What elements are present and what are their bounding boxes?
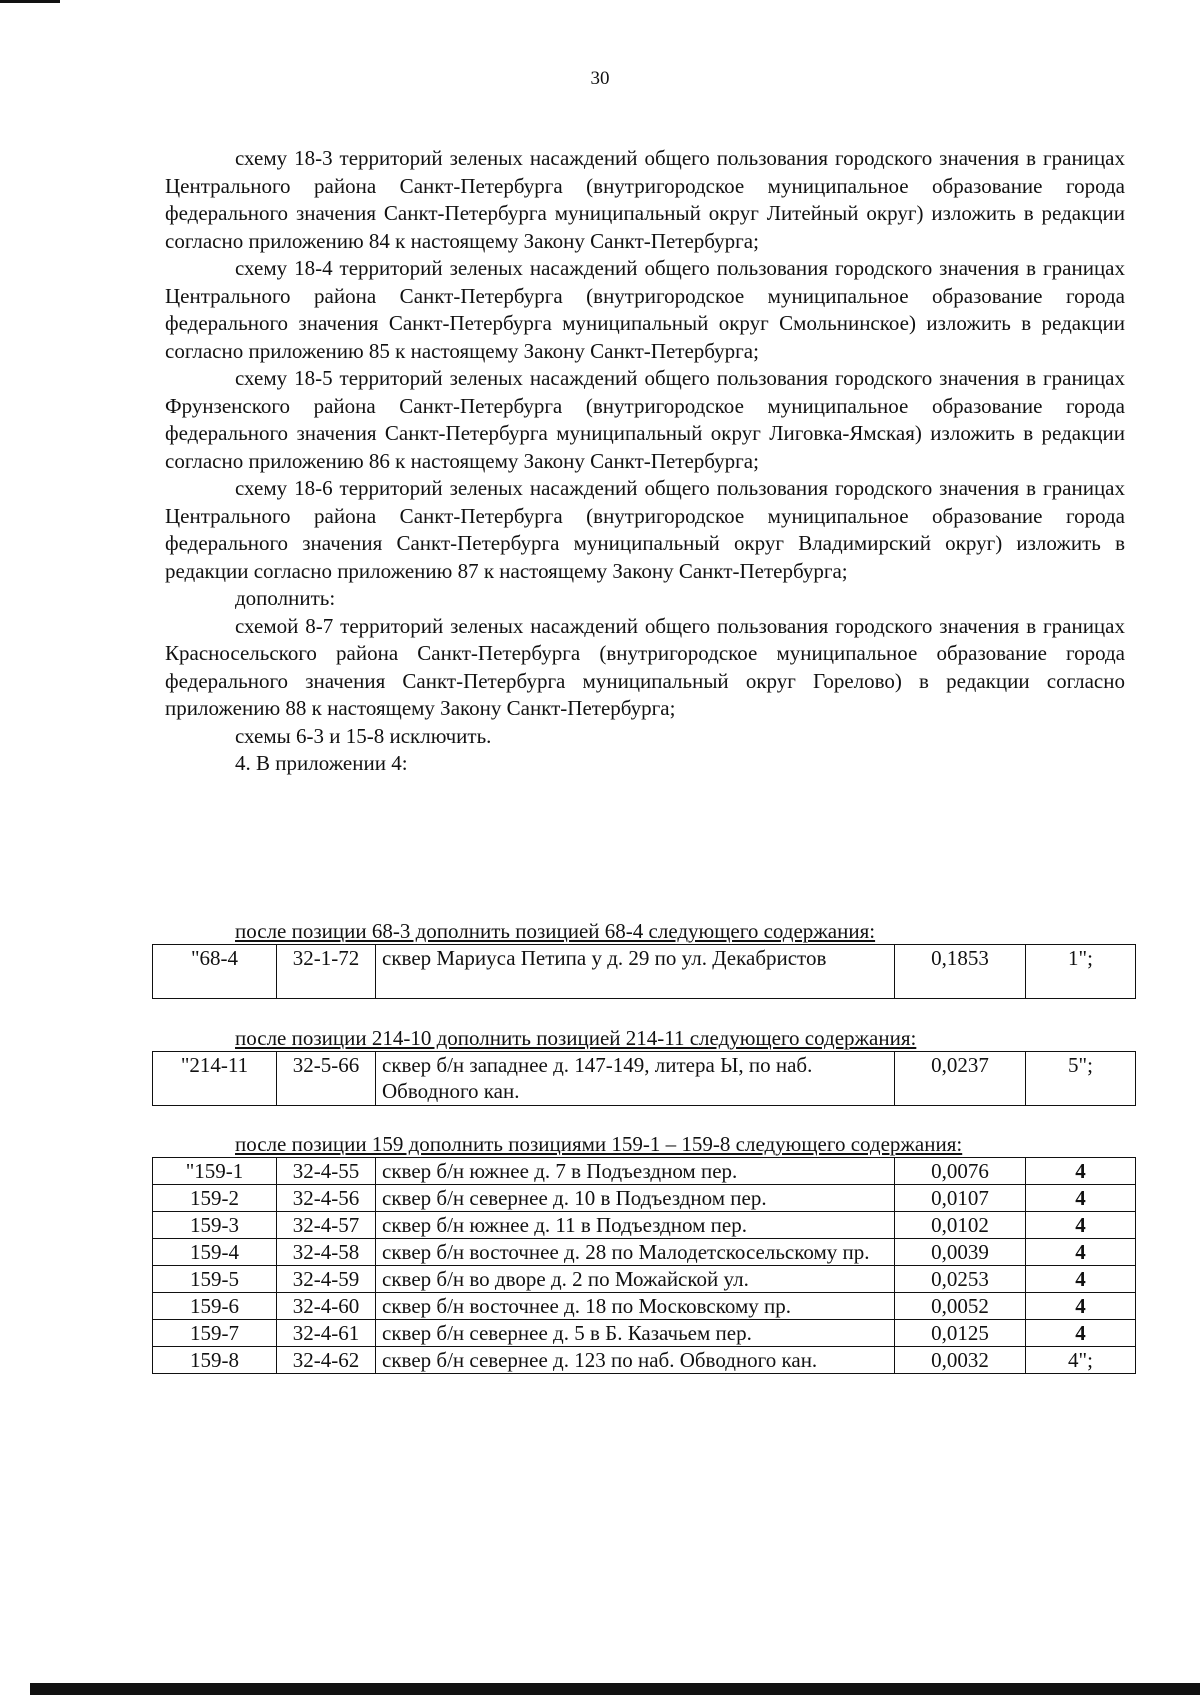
schema-number: 4 <box>1026 1293 1136 1320</box>
paragraph-scheme-18-6: схему 18-6 территорий зеленых насаждений общего пользования городского значения в границах Центрального района Санкт-Петербурга (внутригородское муниципальное образование города федерального значения Санкт-Петербурга муниципальный округ Владимирский округ) изложить в редакции согласно приложению 87 к настоящему Закону Санкт-Петербурга; <box>165 476 1125 583</box>
schema-number: 5"; <box>1026 1052 1136 1106</box>
table-row <box>153 1347 1136 1374</box>
object-description: сквер б/н западнее д. 147-149, литера Ы, по наб. Обводного кан. <box>376 1052 895 1106</box>
position-number: 159-2 <box>153 1185 277 1212</box>
table-row <box>153 945 1136 999</box>
schema-number: 4 <box>1026 1266 1136 1293</box>
object-description: сквер б/н во дворе д. 2 по Можайской ул. <box>376 1266 895 1293</box>
registry-code: 32-4-57 <box>277 1212 376 1239</box>
area-value: 0,0125 <box>895 1320 1026 1347</box>
table3-intro: после позиции 159 дополнить позициями 159-1 – 159-8 следующего содержания: <box>235 1132 963 1156</box>
schema-number: 4 <box>1026 1185 1136 1212</box>
registry-code: 32-5-66 <box>277 1052 376 1106</box>
registry-code: 32-4-55 <box>277 1158 376 1185</box>
paragraph-scheme-18-3: схему 18-3 территорий зеленых насаждений общего пользования городского значения в границах Центрального района Санкт-Петербурга (внутригородское муниципальное образование города федерального значения Санкт-Петербурга муниципальный округ Литейный округ) изложить в редакции согласно приложению 84 к настоящему Закону Санкт-Петербурга; <box>165 146 1125 253</box>
area-value: 0,0052 <box>895 1293 1026 1320</box>
position-number: 159-3 <box>153 1212 277 1239</box>
registry-code: 32-4-60 <box>277 1293 376 1320</box>
table-row <box>153 1239 1136 1266</box>
appendix-heading: 4. В приложении 4: <box>235 751 408 775</box>
schema-number: 4 <box>1026 1320 1136 1347</box>
exclude-line: схемы 6-3 и 15-8 исключить. <box>235 723 492 748</box>
scan-mark-top <box>0 0 60 3</box>
supplement-label: дополнить: <box>235 586 336 610</box>
position-number: "159-1 <box>153 1158 277 1185</box>
schema-number: 4"; <box>1026 1347 1136 1374</box>
schema-number: 4 <box>1026 1239 1136 1266</box>
schema-number: 4 <box>1026 1158 1136 1185</box>
area-value: 0,0076 <box>895 1158 1026 1185</box>
registry-code: 32-4-62 <box>277 1347 376 1374</box>
object-description: сквер б/н южнее д. 7 в Подъездном пер. <box>376 1158 895 1185</box>
table1-intro: после позиции 68-3 дополнить позицией 68-4 следующего содержания: <box>235 919 876 943</box>
position-number: "214-11 <box>153 1052 277 1106</box>
area-value: 0,0032 <box>895 1347 1026 1374</box>
table-row <box>153 1052 1136 1106</box>
position-number: 159-7 <box>153 1320 277 1347</box>
registry-code: 32-4-56 <box>277 1185 376 1212</box>
page-number: 30 <box>590 68 610 89</box>
paragraph-scheme-18-5: схему 18-5 территорий зеленых насаждений общего пользования городского значения в границах Фрунзенского района Санкт-Петербурга (внутригородское муниципальное образование города федерального значения Санкт-Петербурга муниципальный округ Лиговка-Ямская) изложить в редакции согласно приложению 86 к настоящему Закону Санкт-Петербурга; <box>165 366 1125 473</box>
table2-intro: после позиции 214-10 дополнить позицией 214-11 следующего содержания: <box>235 1026 917 1050</box>
object-description: сквер б/н севернее д. 123 по наб. Обводного кан. <box>376 1347 895 1374</box>
table-row <box>153 1212 1136 1239</box>
position-number: 159-4 <box>153 1239 277 1266</box>
table-row <box>153 1320 1136 1347</box>
table-positions-159 <box>152 1157 1136 1374</box>
registry-code: 32-4-59 <box>277 1266 376 1293</box>
table-position-214-11 <box>152 1051 1136 1106</box>
area-value: 0,1853 <box>895 945 1026 999</box>
registry-code: 32-1-72 <box>277 945 376 999</box>
position-number: 159-8 <box>153 1347 277 1374</box>
object-description: сквер б/н севернее д. 10 в Подъездном пер. <box>376 1185 895 1212</box>
area-value: 0,0107 <box>895 1185 1026 1212</box>
paragraph-scheme-8-7: схемой 8-7 территорий зеленых насаждений общего пользования городского значения в границах Красносельского района Санкт-Петербурга (внутригородское муниципальное образование города федерального значения Санкт-Петербурга муниципальный округ Горелово) в редакции согласно приложению 88 к настоящему Закону Санкт-Петербурга; <box>165 613 1125 720</box>
registry-code: 32-4-58 <box>277 1239 376 1266</box>
scan-border-bottom <box>30 1683 1200 1695</box>
schema-number: 4 <box>1026 1212 1136 1239</box>
object-description: сквер б/н южнее д. 11 в Подъездном пер. <box>376 1212 895 1239</box>
area-value: 0,0102 <box>895 1212 1026 1239</box>
table-row <box>153 1293 1136 1320</box>
object-description: сквер Мариуса Петипа у д. 29 по ул. Декабристов <box>376 945 895 999</box>
position-number: 159-5 <box>153 1266 277 1293</box>
area-value: 0,0253 <box>895 1266 1026 1293</box>
paragraph-scheme-18-4: схему 18-4 территорий зеленых насаждений общего пользования городского значения в границах Центрального района Санкт-Петербурга (внутригородское муниципальное образование города федерального значения Санкт-Петербурга муниципальный округ Смольнинское) изложить в редакции согласно приложению 85 к настоящему Закону Санкт-Петербурга; <box>165 256 1125 363</box>
registry-code: 32-4-61 <box>277 1320 376 1347</box>
schema-number: 1"; <box>1026 945 1136 999</box>
area-value: 0,0237 <box>895 1052 1026 1106</box>
table-row <box>153 1185 1136 1212</box>
object-description: сквер б/н восточнее д. 18 по Московскому пр. <box>376 1293 895 1320</box>
area-value: 0,0039 <box>895 1239 1026 1266</box>
object-description: сквер б/н севернее д. 5 в Б. Казачьем пер. <box>376 1320 895 1347</box>
table-row <box>153 1266 1136 1293</box>
object-description: сквер б/н восточнее д. 28 по Малодетскосельскому пр. <box>376 1239 895 1266</box>
table-position-68-4 <box>152 944 1136 999</box>
position-number: 159-6 <box>153 1293 277 1320</box>
table-row <box>153 1158 1136 1185</box>
position-number: "68-4 <box>153 945 277 999</box>
document-body <box>165 145 1125 778</box>
